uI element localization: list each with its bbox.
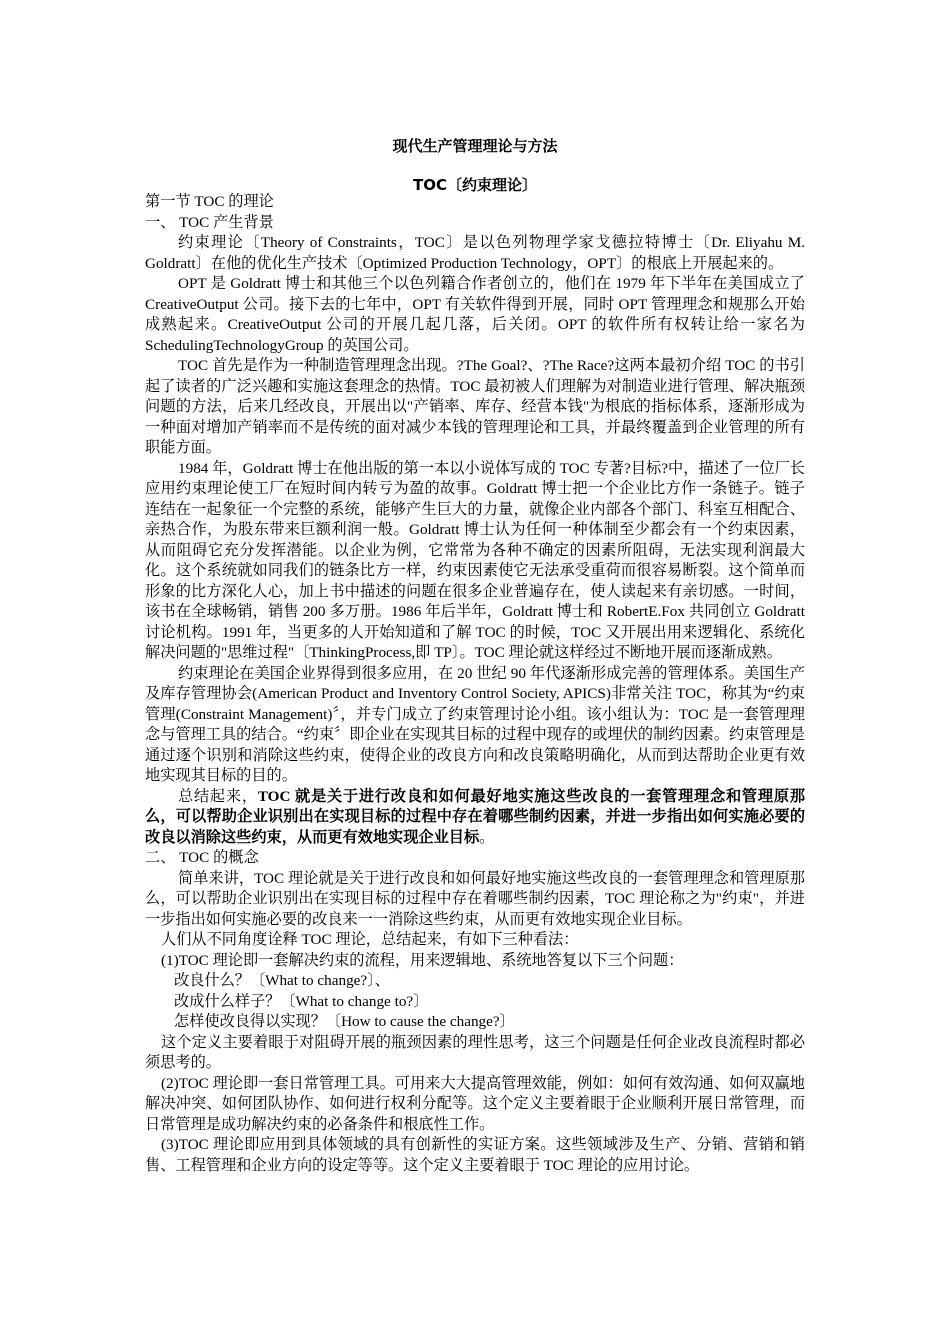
- paragraph-8: 人们从不同角度诠释 TOC 理论，总结起来，有如下三种看法：: [161, 931, 579, 948]
- paragraph-6-emphasis: TOC 就是关于进行改良和如何最好地实施这些改良的一套管理理念和管理原那么，可以帮助企业识别出在实现目标的过程中存在着哪些制约因素，并进一步指出如何实施必要的改良以消除这些约束，从而更有效地实现企业目标: [145, 787, 806, 846]
- paragraph-12: (3)TOC 理论即应用到具体领域的具有创新性的实证方案。这些领域涉及生产、分销、营销和销售、工程管理和企业方向的设定等等。这个定义主要着眼于 TOC 理论的应用讨论。: [145, 1136, 805, 1174]
- heading-background: 一、 TOC 产生背景: [145, 213, 274, 231]
- document-body: [145, 192, 805, 1176]
- question-1: 改良什么？〔What to change?〕、: [174, 972, 390, 989]
- paragraph-10: 这个定义主要着眼于对阻碍开展的瓶颈因素的理性思考，这三个问题是任何企业改良流程时都必须思考的。: [145, 1033, 805, 1071]
- document-title: 现代生产管理理论与方法: [392, 137, 558, 155]
- heading-concept: 二、 TOC 的概念: [145, 849, 259, 866]
- paragraph-6-end: 。: [479, 828, 495, 846]
- paragraph-6-lead: 总结起来，: [178, 787, 258, 805]
- paragraph-5: 约束理论在美国企业界得到很多应用，在 20 世纪 90 年代逐渐形成完善的管理体系。美国生产及库存管理协会(American Product and Inventory Control Society, APICS)非常关注 TOC，称其为“约束管理(Constraint Management)〞，并专门成立了约束管理讨论小组。该小组认为：TOC 是一套管理理念与管理工具的结合。“约束〞即企业在实现其目标的过程中现存的或埋伏的制约因素。约束管理是通过逐个识别和消除这些约束，使得企业的改良方向和改良策略明确化，从而到达帮助企业更有效地实现其目标的目的。: [145, 664, 805, 784]
- paragraph-7: 简单来讲，TOC 理论就是关于进行改良和如何最好地实施这些改良的一套管理理念和管理原那么，可以帮助企业识别出在实现目标的过程中存在着哪些制约因素，TOC 理论称之为"约束"，并进一步指出如何实施必要的改良来一一消除这些约束，从而更有效地实现企业目标。: [145, 869, 805, 928]
- document-subtitle: TOC〔约束理论〕: [413, 176, 537, 194]
- paragraph-6: [145, 787, 805, 849]
- section-heading: 第一节 TOC 的理论: [145, 193, 274, 210]
- paragraph-1: 约束理论〔Theory of Constraints，TOC〕是以色列物理学家戈德拉特博士〔Dr. Eliyahu M. Goldratt〕在他的优化生产技术〔Optimized Production Technology，OPT〕的根底上开展起来的。: [145, 234, 805, 272]
- paragraph-9: (1)TOC 理论即一套解决约束的流程，用来逻辑地、系统地答复以下三个问题：: [161, 951, 684, 969]
- paragraph-4: 1984 年，Goldratt 博士在他出版的第一本以小说体写成的 TOC 专著?目标?中，描述了一位厂长应用约束理论使工厂在短时间内转亏为盈的故事。Goldratt 博士把一个企业比方作一条链子。链子连结在一起象征一个完整的系统，能够产生巨大的力量，就像企业内部各个部门、科室互相配合、亲热合作，为股东带来巨额利润一般。Goldratt 博士认为任何一种体制至少都会有一个约束因素，从而阻碍它充分发挥潜能。以企业为例，它常常为各种不确定的因素所阻碍，无法实现利润最大化。这个系统就如同我们的链条比方一样，约束因素使它无法承受重荷而很容易断裂。这个简单而形象的比方深化人心，加上书中描述的问题在很多企业普遍存在，使人读起来有亲切感。一时间，该书在全球畅销，销售 200 多万册。1986 年后半年，Goldratt 博士和 RobertE.Fox 共同创立 Goldratt 讨论机构。1991 年，当更多的人开始知道和了解 TOC 的时候，TOC 又开展出用来逻辑化、系统化解决问题的"思维过程"〔ThinkingProcess,即 TP〕。TOC 理论就这样经过不断地开展而逐渐成熟。: [145, 459, 805, 661]
- question-2: 改成什么样子？〔What to change to?〕: [174, 992, 429, 1010]
- question-3: 怎样使改良得以实现？〔How to cause the change?〕: [174, 1013, 515, 1030]
- paragraph-3: TOC 首先是作为一种制造管理理念出现。?The Goal?、?The Race?这两本最初介绍 TOC 的书引起了读者的广泛兴趣和实施这套理念的热情。TOC 最初被人们理解为对制造业进行管理、解决瓶颈问题的方法，后来几经改良，开展出以"产销率、库存、经营本钱"为根底的指标体系，逐渐形成为一种面对增加产销率而不是传统的面对减少本钱的管理理论和工具，并最终覆盖到企业管理的所有职能方面。: [145, 357, 805, 456]
- paragraph-11: (2)TOC 理论即一套日常管理工具。可用来大大提高管理效能，例如：如何有效沟通、如何双赢地解决冲突、如何团队协作、如何进行权利分配等。这个定义主要着眼于企业顺利开展日常管理，而日常管理是成功解决约束的必备条件和根底性工作。: [145, 1074, 805, 1133]
- paragraph-2: OPT 是 Goldratt 博士和其他三个以色列籍合作者创立的，他们在 1979 年下半年在美国成立了 CreativeOutput 公司。接下去的七年中，OPT 有关软件得到开展，同时 OPT 管理理念和规那么开始成熟起来。CreativeOutput 公司的开展几起几落，后关闭。OPT 的软件所有权转让给一家名为 SchedulingTechnologyGroup 的英国公司。: [145, 275, 805, 354]
